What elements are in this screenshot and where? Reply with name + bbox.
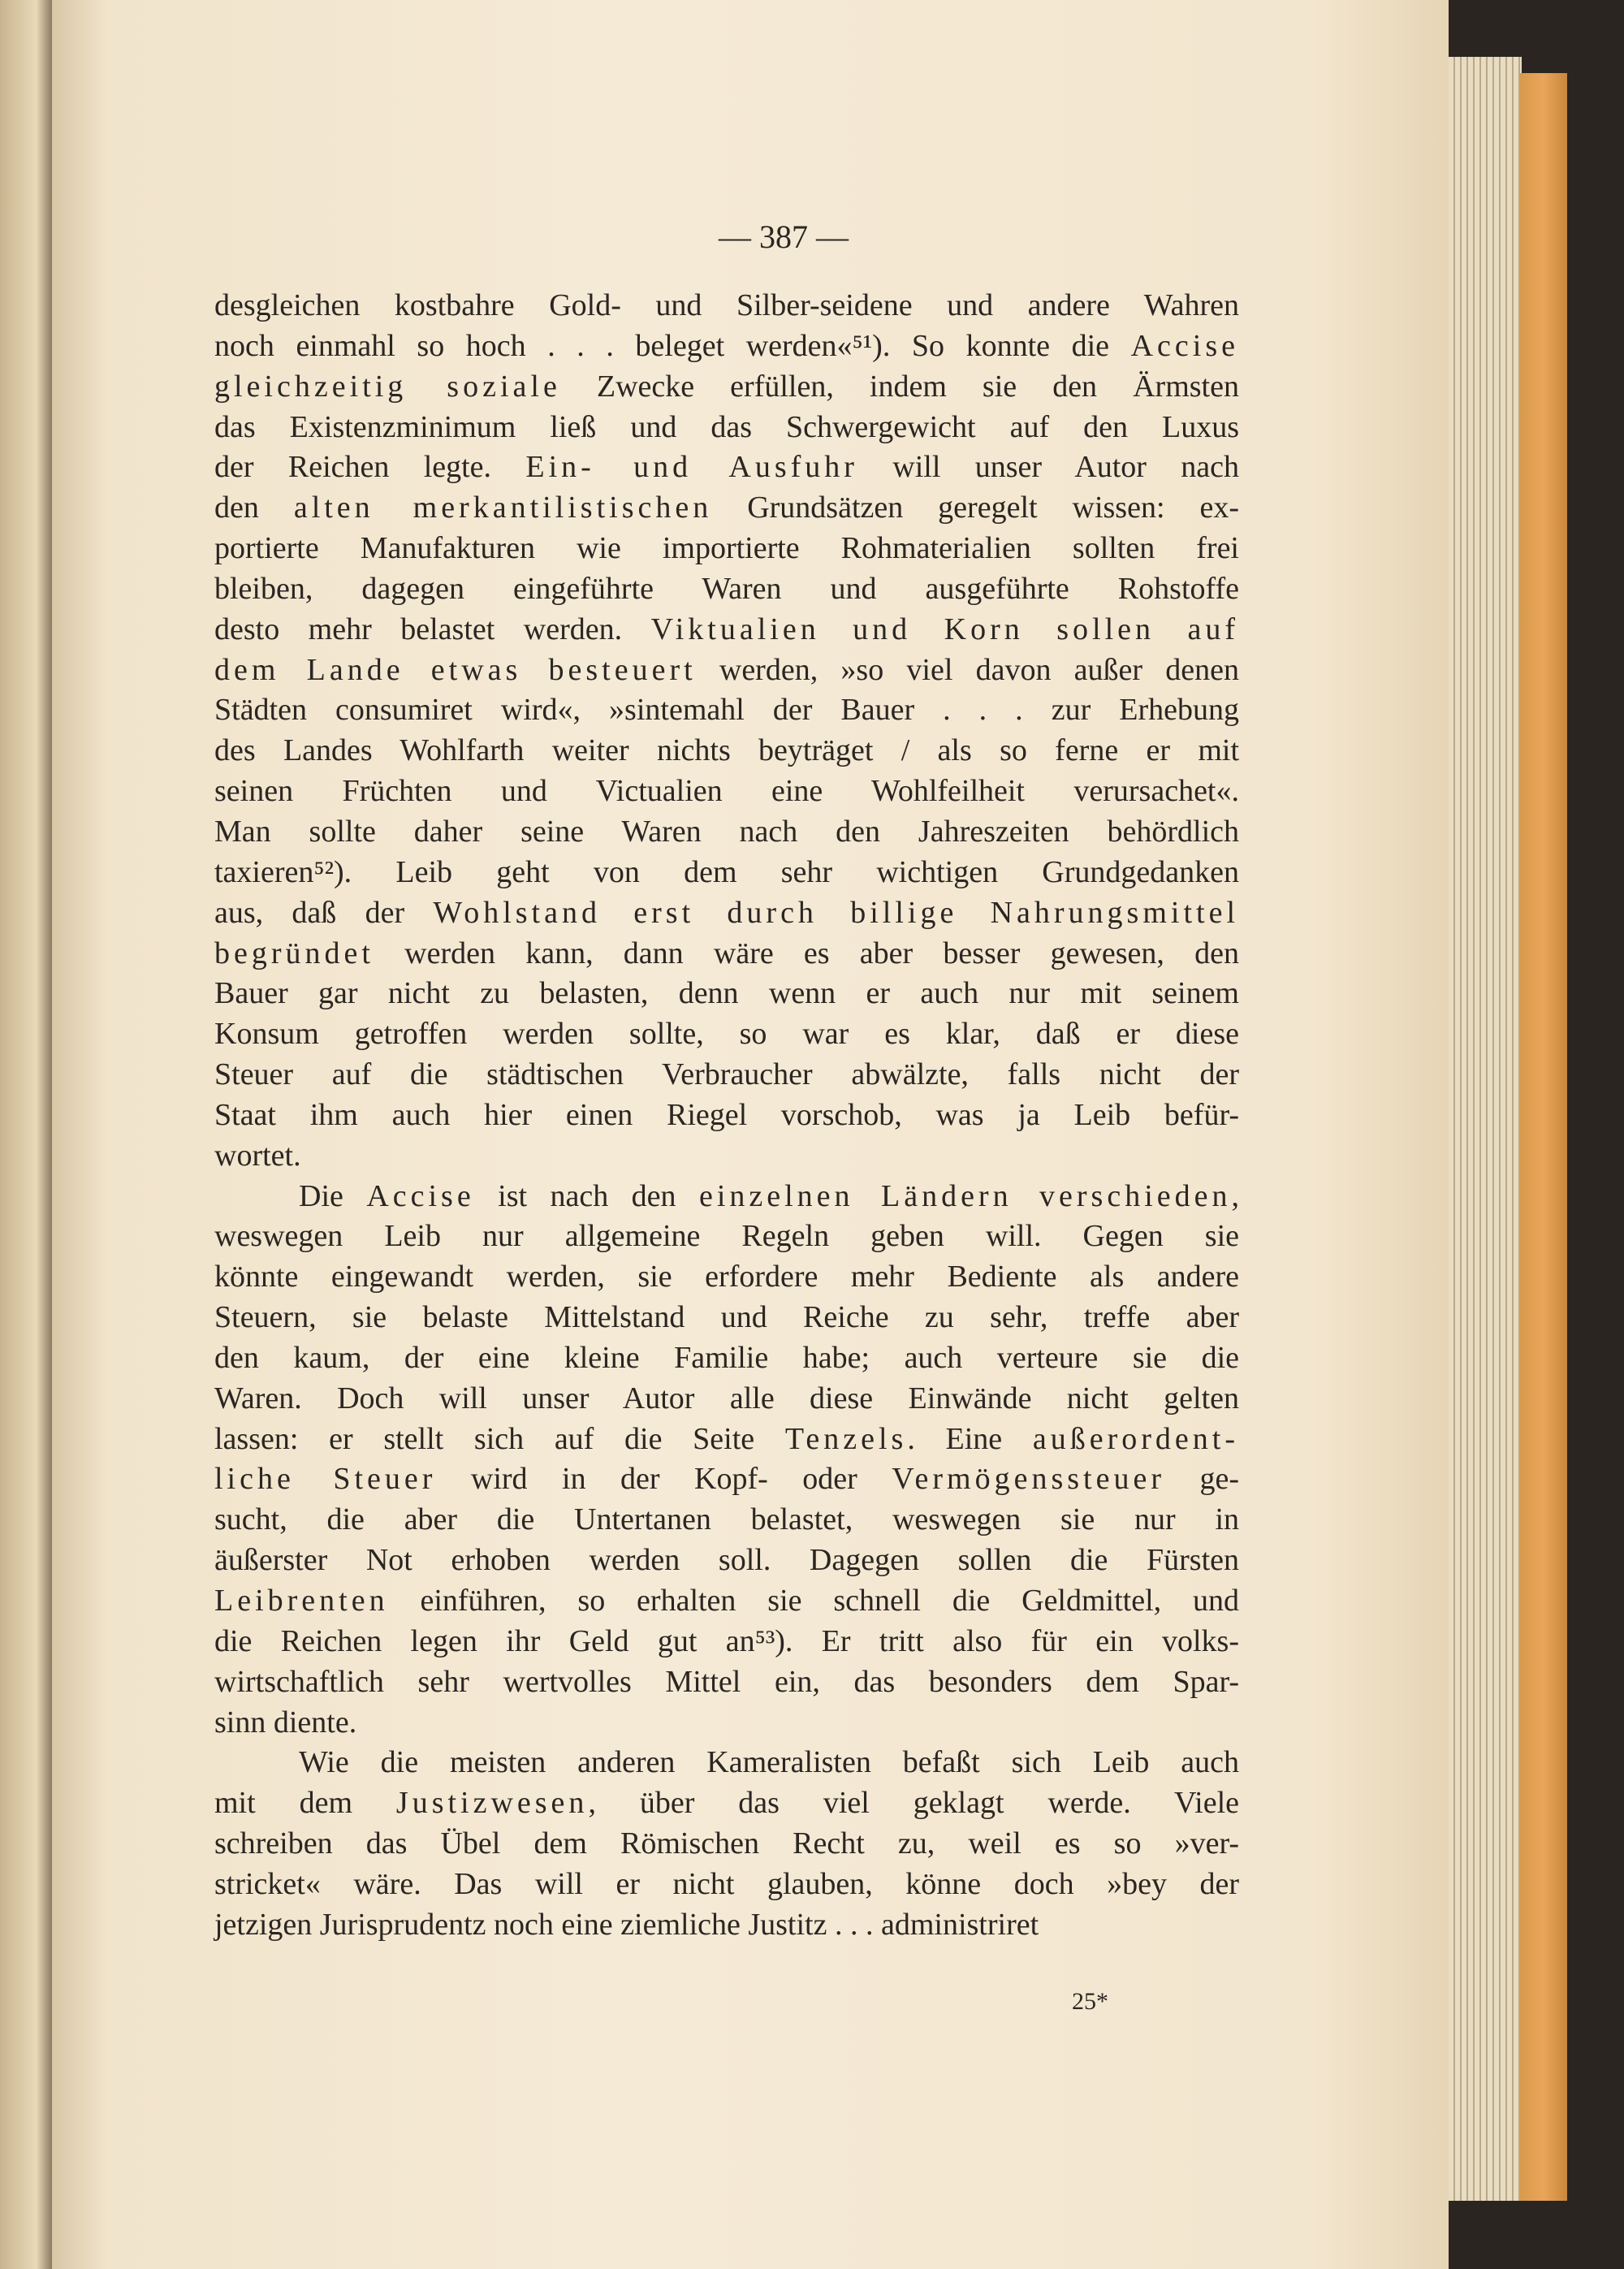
text-line <box>214 1783 1239 1824</box>
text-line <box>214 1379 1239 1420</box>
text-run: sinn diente. <box>214 1705 357 1740</box>
text-run: portierte Manufakturen wie importierte Rohmaterialien sollten frei <box>214 531 1239 566</box>
text-line <box>214 367 1239 408</box>
text-line <box>214 447 1239 488</box>
spaced-emphasis: liche Steuer <box>214 1462 437 1497</box>
text-run: taxieren⁵²). Leib geht von dem sehr wichtigen Grundgedanken <box>214 854 1239 889</box>
text-run: Die <box>299 1178 367 1213</box>
book-cover-edge <box>1520 73 1567 2201</box>
text-run: des Landes Wohlfarth weiter nichts beyträget / als so ferne er mit <box>214 733 1239 768</box>
text-line <box>214 731 1239 771</box>
text-line <box>214 1338 1239 1379</box>
spaced-emphasis: Tenzels <box>784 1421 908 1456</box>
text-run: Städten consumiret wird«, »sintemahl der Bauer . . . zur Erhebung <box>214 693 1239 728</box>
text-run: mit dem <box>214 1786 396 1821</box>
text-run: die Reichen legen ihr Geld gut an⁵³). Er tritt also für ein volks- <box>214 1623 1239 1658</box>
page-edges <box>1449 57 1522 2201</box>
text-line <box>214 1541 1239 1581</box>
text-line <box>214 1581 1239 1622</box>
text-run: sucht, die aber die Untertanen belastet, weswegen sie nur in <box>214 1502 1239 1537</box>
text-run: Steuern, sie belaste Mittelstand und Reiche zu sehr, treffe aber <box>214 1300 1239 1335</box>
text-run: das Existenzminimum ließ und das Schwergewicht auf den Luxus <box>214 409 1239 444</box>
text-run: lassen: er stellt sich auf die Seite <box>214 1421 785 1456</box>
text-run: Staat ihm auch hier einen Riegel vorschob, was ja Leib befür- <box>214 1097 1239 1132</box>
text-line <box>214 893 1239 934</box>
text-run: Bauer gar nicht zu belasten, denn wenn er auch nur mit seinem <box>214 976 1239 1011</box>
text-run: werden, »so viel davon außer denen <box>696 652 1239 687</box>
text-line <box>214 771 1239 812</box>
page-number: — 387 — <box>719 218 849 255</box>
text-run: einführen, so erhalten sie schnell die Geldmittel, und <box>388 1584 1239 1618</box>
text-line <box>214 1500 1239 1541</box>
text-line <box>214 610 1239 650</box>
spaced-emphasis: Justizwesen <box>395 1786 589 1821</box>
text-line <box>214 1217 1239 1257</box>
text-run: jetzigen Jurisprudentz noch eine ziemliche Justitz . . . administriret <box>214 1907 1039 1942</box>
text-run: . Eine <box>907 1421 1033 1456</box>
text-run: noch einmahl so hoch . . . beleget werden«⁵¹). So konnte die <box>214 328 1131 363</box>
text-line <box>214 286 1239 326</box>
text-line <box>214 1865 1239 1905</box>
text-line <box>214 488 1239 529</box>
text-run: Grundsätzen geregelt wissen: ex- <box>712 491 1239 525</box>
text-line <box>214 1420 1239 1460</box>
text-run: aus, daß der <box>214 895 434 930</box>
text-line <box>214 974 1239 1014</box>
text-line <box>214 934 1239 975</box>
text-run: desto mehr belastet werden. <box>214 612 651 646</box>
text-line <box>214 1177 1239 1217</box>
text-line <box>214 1096 1239 1136</box>
spaced-emphasis: Leibrenten <box>214 1584 389 1618</box>
text-run: äußerster Not erhoben werden soll. Dagegen sollen die Fürsten <box>214 1543 1239 1578</box>
text-line <box>214 1622 1239 1662</box>
text-run: ge- <box>1164 1462 1239 1497</box>
spaced-emphasis: außerordent- <box>1032 1421 1239 1456</box>
text-run: wirtschaftlich sehr wertvolles Mittel ein, das besonders dem Spar- <box>214 1664 1239 1699</box>
spaced-emphasis: Vermögenssteuer <box>892 1462 1165 1497</box>
text-line <box>214 812 1239 853</box>
text-run: schreiben das Übel dem Römischen Recht zu, weil es so »ver- <box>214 1826 1239 1861</box>
text-line <box>214 408 1239 448</box>
spaced-emphasis: alten merkantilistischen <box>293 491 713 525</box>
text-line <box>214 1459 1239 1500</box>
text-run: den <box>214 491 294 525</box>
text-line <box>214 1257 1239 1298</box>
spaced-emphasis: Ein- und Ausfuhr <box>525 450 858 485</box>
text-line <box>214 1905 1239 1946</box>
text-run: werden kann, dann wäre es aber besser gewesen, den <box>374 936 1239 970</box>
text-run: weswegen Leib nur allgemeine Regeln geben will. Gegen sie <box>214 1219 1239 1254</box>
text-line <box>214 529 1239 569</box>
text-run: Konsum getroffen werden sollte, so war es klar, daß er diese <box>214 1017 1239 1052</box>
text-line <box>214 690 1239 731</box>
spaced-emphasis: Accise <box>366 1178 475 1213</box>
signature-mark: 25* <box>1072 1988 1108 2015</box>
text-line <box>214 1703 1239 1744</box>
spaced-emphasis: gleichzeitig soziale <box>214 369 561 404</box>
text-run: , über das viel geklagt werde. Viele <box>588 1786 1239 1821</box>
text-run: bleiben, dagegen eingeführte Waren und ausgeführte Rohstoffe <box>214 571 1239 606</box>
text-line <box>214 326 1239 367</box>
text-line <box>214 1824 1239 1865</box>
text-run: Steuer auf die städtischen Verbraucher abwälzte, falls nicht der <box>214 1057 1239 1092</box>
text-run: , <box>1231 1178 1239 1213</box>
text-run: wird in der Kopf- oder <box>436 1462 892 1497</box>
text-run: Man sollte daher seine Waren nach den Jahreszeiten behördlich <box>214 814 1239 849</box>
text-run: ist nach den <box>474 1178 699 1213</box>
text-run: könnte eingewandt werden, sie erfordere mehr Bediente als andere <box>214 1260 1239 1294</box>
text-line <box>214 1662 1239 1703</box>
spaced-emphasis: einzelnen Ländern verschieden <box>698 1178 1232 1213</box>
text-run: wortet. <box>214 1138 301 1173</box>
text-line <box>214 1055 1239 1096</box>
left-page-edge <box>0 0 52 2269</box>
body-text <box>214 286 1239 1946</box>
spaced-emphasis: dem Lande etwas besteuert <box>214 652 697 687</box>
text-line <box>214 1298 1239 1338</box>
spaced-emphasis: begründet <box>214 936 374 970</box>
text-run: Wie die meisten anderen Kameralisten befaßt sich Leib auch <box>299 1745 1239 1780</box>
text-run: der Reichen legte. <box>214 450 526 485</box>
text-line <box>214 1743 1239 1783</box>
text-run: Waren. Doch will unser Autor alle diese Einwände nicht gelten <box>214 1381 1239 1415</box>
text-run: desgleichen kostbahre Gold- und Silber-seidene und andere Wahren <box>214 288 1239 322</box>
text-line <box>214 650 1239 691</box>
text-line <box>214 853 1239 893</box>
text-run: Zwecke erfüllen, indem sie den Ärmsten <box>560 369 1239 404</box>
text-line <box>214 1014 1239 1055</box>
spaced-emphasis: Accise <box>1130 328 1239 363</box>
text-run: will unser Autor nach <box>857 450 1239 485</box>
text-run: den kaum, der eine kleine Familie habe; auch verteure sie die <box>214 1340 1239 1375</box>
text-run: seinen Früchten und Victualien eine Wohlfeilheit verursachet«. <box>214 774 1239 809</box>
text-line <box>214 569 1239 610</box>
text-line <box>214 1136 1239 1177</box>
spaced-emphasis: Wohlstand erst durch billige Nahrungsmittel <box>433 895 1239 930</box>
text-run: stricket« wäre. Das will er nicht glauben, könne doch »bey der <box>214 1866 1239 1901</box>
spaced-emphasis: Viktualien und Korn sollen auf <box>650 612 1239 646</box>
